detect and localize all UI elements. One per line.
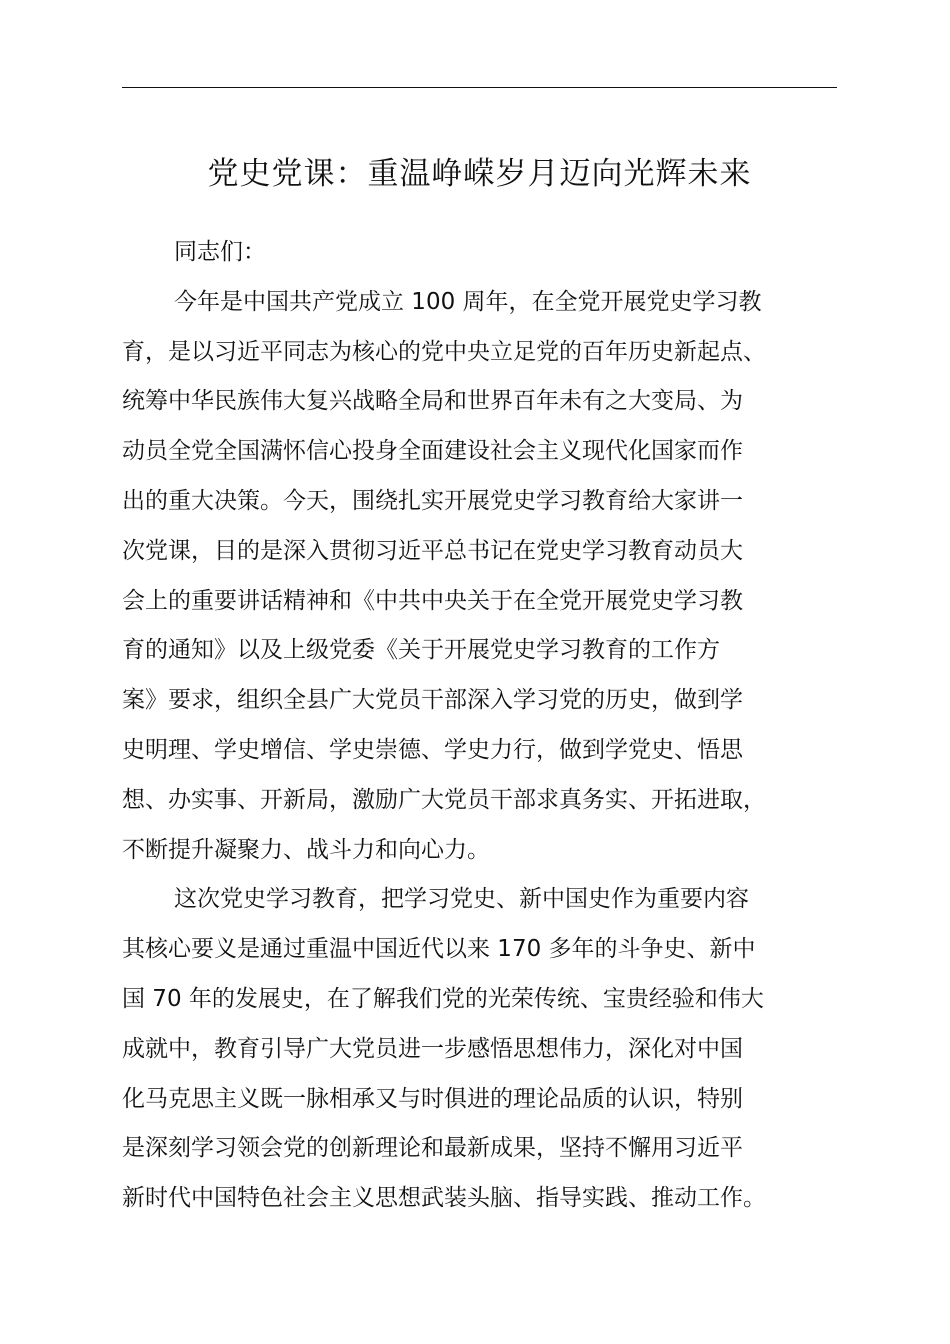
paragraph-line: 成就中，教育引导广大党员进一步感悟思想伟力，深化对中国: [122, 1035, 743, 1062]
paragraph-line: 新时代中国特色社会主义思想武装头脑、指导实践、推动工作。: [122, 1185, 766, 1212]
paragraph-line: 其核心要义是通过重温中国近代以来 170 多年的斗争史、新中: [122, 936, 756, 963]
paragraph-line: 史明理、学史增信、学史崇德、学史力行，做到学党史、悟思: [122, 736, 743, 763]
salutation: 同志们：: [174, 239, 266, 265]
paragraph-line: 国 70 年的发展史，在了解我们党的光荣传统、宝贵经验和伟大: [122, 985, 764, 1012]
document-body: [122, 228, 852, 1224]
paragraph-line: 化马克思主义既一脉相承又与时俱进的理论品质的认识，特别: [122, 1085, 743, 1112]
paragraph-line: 这次党史学习教育，把学习党史、新中国史作为重要内容: [174, 886, 749, 913]
paragraph-line: 会上的重要讲话精神和《中共中央关于在全党开展党史学习教: [122, 587, 743, 614]
header-rule: [122, 87, 837, 88]
paragraph-line: 不断提升凝聚力、战斗力和向心力。: [122, 836, 490, 863]
paragraph-line: 出的重大决策。今天，围绕扎实开展党史学习教育给大家讲一: [122, 487, 743, 514]
paragraph-line: 育，是以习近平同志为核心的党中央立足党的百年历史新起点、: [122, 338, 766, 365]
paragraph-line: 次党课，目的是深入贯彻习近平总书记在党史学习教育动员大: [122, 537, 743, 564]
paragraph-1: [122, 278, 852, 876]
paragraph-line: 动员全党全国满怀信心投身全面建设社会主义现代化国家而作: [122, 438, 743, 465]
paragraph-line: 案》要求，组织全县广大党员干部深入学习党的历史，做到学: [122, 687, 743, 714]
paragraph-line: 今年是中国共产党成立 100 周年，在全党开展党史学习教: [174, 288, 762, 315]
paragraph-line: 统筹中华民族伟大复兴战略全局和世界百年未有之大变局、为: [122, 388, 743, 415]
paragraph-line: 想、办实事、开新局，激励广大党员干部求真务实、开拓进取，: [122, 786, 766, 813]
paragraph-2: [122, 875, 852, 1224]
paragraph-line: 育的通知》以及上级党委《关于开展党史学习教育的工作方: [122, 637, 720, 664]
paragraph-line: 是深刻学习领会党的创新理论和最新成果，坚持不懈用习近平: [122, 1135, 743, 1162]
document-title: 党史党课：重温峥嵘岁月迈向光辉未来: [207, 156, 752, 192]
